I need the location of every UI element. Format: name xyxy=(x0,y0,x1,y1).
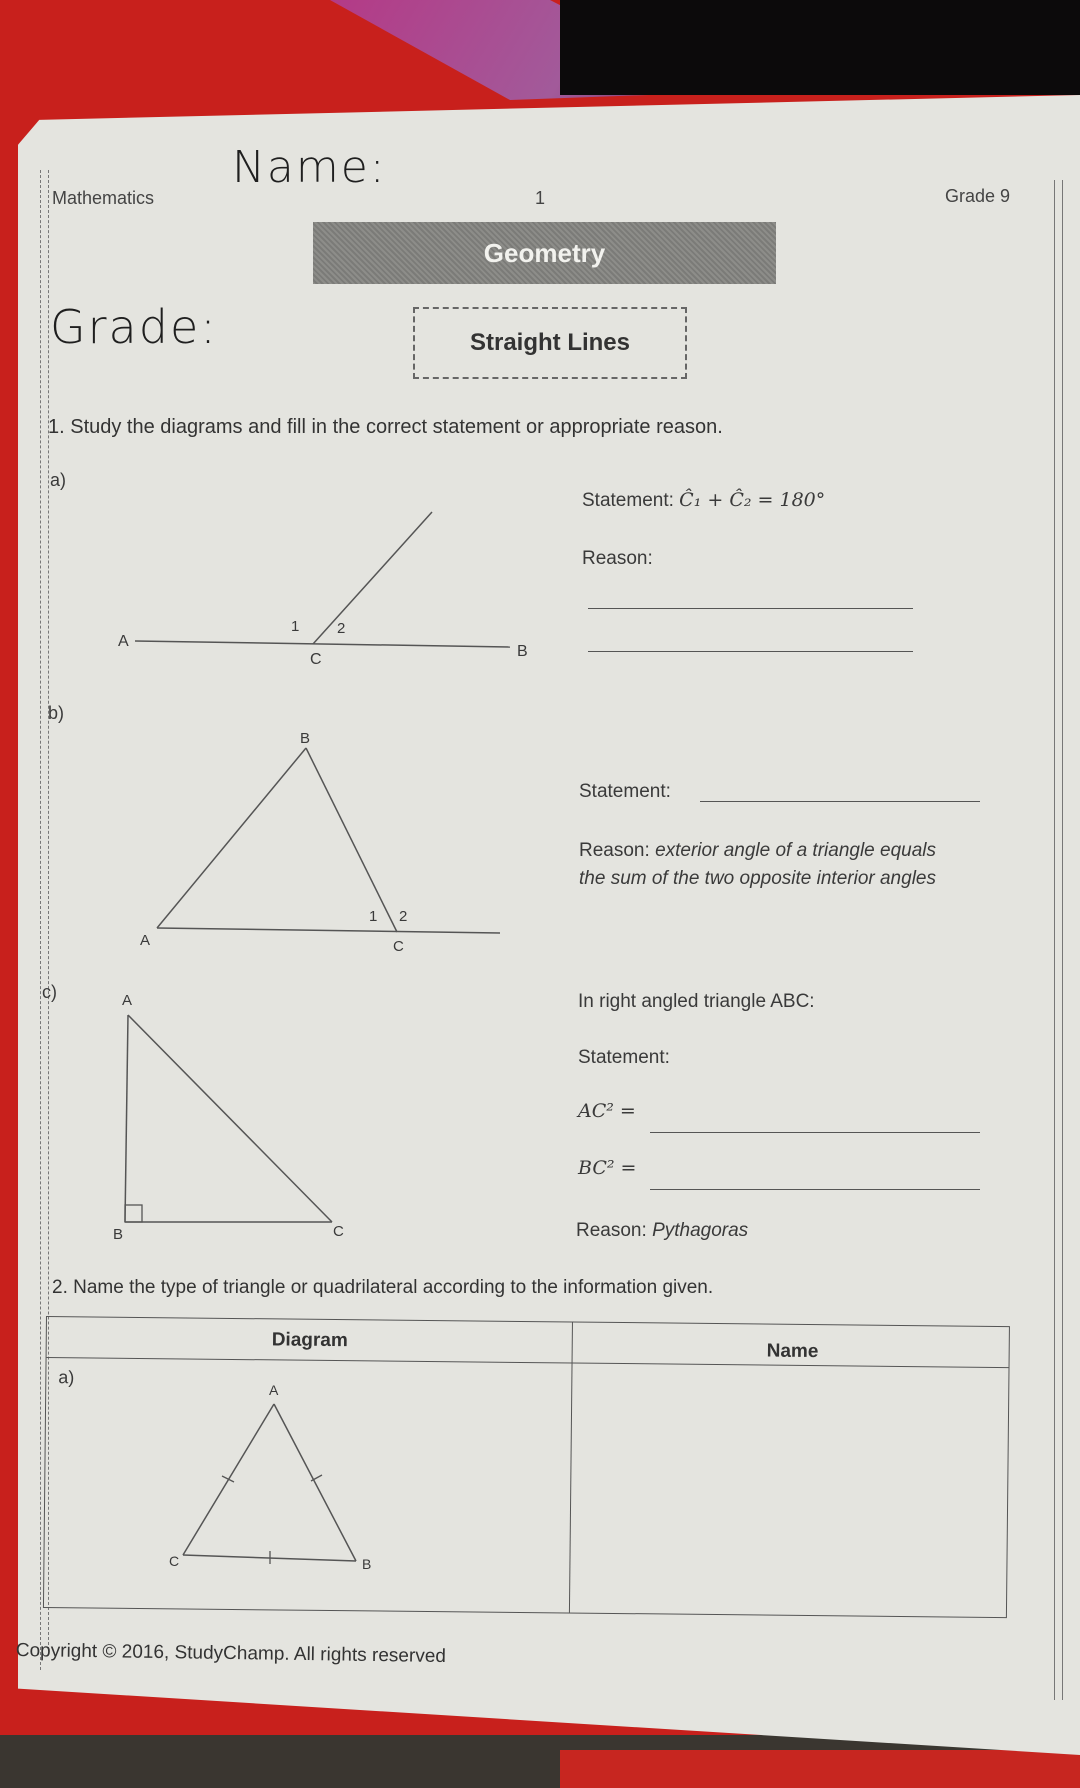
part-c-eq-bc: BC² = xyxy=(578,1157,637,1179)
part-b-angle-2: 2 xyxy=(399,908,408,925)
part-b-reason-label: Reason: xyxy=(579,840,650,861)
subject-label: Mathematics xyxy=(52,188,155,208)
part-b-reason-text: exterior angle of a triangle equals xyxy=(655,840,937,861)
subtitle-text: Straight Lines xyxy=(469,329,631,356)
table-header-diagram: Diagram xyxy=(271,1329,348,1352)
part-b-point-a: A xyxy=(140,932,151,949)
copyright-footer: Copyright © 2016, StudyChamp. All rights reserved xyxy=(15,1640,447,1668)
handwritten-grade-label: Grade: xyxy=(50,300,218,354)
part-c-label: c) xyxy=(42,982,57,1002)
part-c-eq-ac: AC² = xyxy=(578,1100,636,1122)
part-b-point-b: B xyxy=(300,730,311,747)
page-number: 1 xyxy=(535,188,546,208)
part-b-label: b) xyxy=(48,703,65,723)
part-b-statement-label: Statement: xyxy=(579,781,671,802)
part-b-point-c: C xyxy=(393,938,404,955)
part-b-reason-text-line2: the sum of the two opposite interior angles xyxy=(579,868,936,889)
title-banner-text: Geometry xyxy=(483,237,606,268)
table-row-a-label: a) xyxy=(58,1367,75,1388)
table-header-name: Name xyxy=(766,1340,819,1363)
part-a-angle-2: 2 xyxy=(337,620,346,637)
table-row-a-point-b: B xyxy=(362,1556,372,1572)
handwritten-name-label: Name: xyxy=(232,142,387,193)
part-a-statement-label: Statement: xyxy=(582,490,674,511)
part-a-point-b: B xyxy=(517,643,528,660)
part-a-reason-label: Reason: xyxy=(582,548,653,569)
part-a-point-c: C xyxy=(310,651,322,668)
part-c-point-b: B xyxy=(113,1226,124,1243)
part-c-point-a: A xyxy=(122,992,133,1009)
part-b-angle-1: 1 xyxy=(369,908,378,925)
part-a-angle-1: 1 xyxy=(291,618,300,635)
question-2-prompt: 2. Name the type of triangle or quadrilateral according to the information given. xyxy=(52,1277,714,1298)
part-a-label: a) xyxy=(50,470,67,490)
part-c-point-c: C xyxy=(333,1223,344,1240)
table-row-a-point-c: C xyxy=(169,1553,180,1569)
part-a-point-a: A xyxy=(118,633,129,650)
part-c-statement-label: Statement: xyxy=(578,1047,670,1068)
part-c-reason-text: Pythagoras xyxy=(652,1220,749,1241)
part-c-intro: In right angled triangle ABC: xyxy=(578,991,815,1012)
grade-label: Grade 9 xyxy=(945,186,1011,206)
question-1-prompt: 1. Study the diagrams and fill in the correct statement or appropriate reason. xyxy=(48,416,723,438)
part-c-reason-label: Reason: xyxy=(576,1220,647,1241)
part-a-statement-math: Ĉ₁ + Ĉ₂ = 180° xyxy=(679,489,826,511)
table-row-a-point-a: A xyxy=(269,1382,279,1398)
